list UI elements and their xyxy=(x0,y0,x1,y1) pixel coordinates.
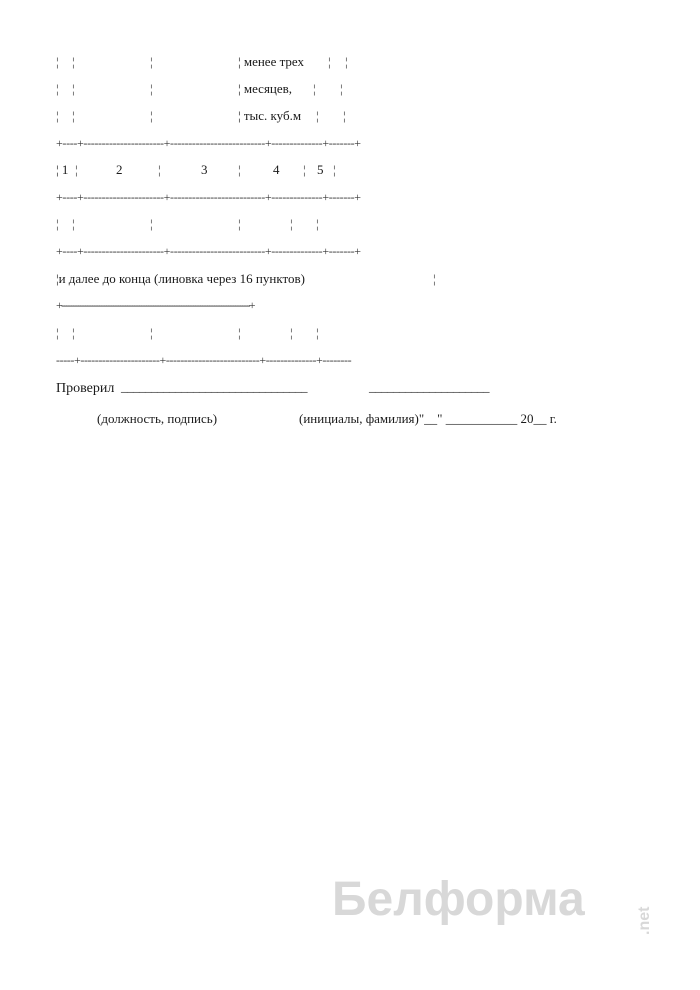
watermark-logo: Белформа xyxy=(332,873,585,926)
col-border: ¦ xyxy=(433,271,436,286)
table-rule: +----+----------------------+--------------------------+--------------+-------+ xyxy=(56,136,361,150)
col-border: ¦ xyxy=(72,108,75,123)
watermark-suffix: .net xyxy=(636,906,653,935)
col-border: ¦ xyxy=(56,81,59,96)
name-line: ____________________ xyxy=(369,379,489,394)
col-border: ¦ xyxy=(333,162,336,177)
col-border: ¦ xyxy=(313,81,316,96)
col-border: ¦ xyxy=(150,81,153,96)
col-border: ¦ xyxy=(56,108,59,123)
col-border: ¦ xyxy=(328,54,331,69)
col-border: ¦ xyxy=(158,162,161,177)
col-border: ¦ xyxy=(345,54,348,69)
col-border: ¦ xyxy=(316,325,319,340)
column-number-2: 2 xyxy=(116,162,123,177)
position-signature-caption: (должность, подпись) xyxy=(97,411,218,426)
col-border: ¦ xyxy=(290,325,293,340)
header-text-line3: ¦ тыс. куб.м xyxy=(238,108,302,123)
col-border: ¦ xyxy=(150,108,153,123)
col-border: ¦ xyxy=(72,325,75,340)
col-border: ¦ xyxy=(150,216,153,231)
col-border: ¦ xyxy=(238,325,241,340)
column-number-1: ¦ 1 xyxy=(56,162,69,177)
name-date-caption: (инициалы, фамилия)"__" ___________ 20__ г. xyxy=(299,411,557,426)
col-border: ¦ xyxy=(290,216,293,231)
table-rule: +--------------------------------------------------------------------------------+ xyxy=(56,298,254,312)
column-number-3: 3 xyxy=(201,162,208,177)
table-rule: +----+----------------------+--------------------------+--------------+-------+ xyxy=(56,190,361,204)
col-border: ¦ xyxy=(56,216,59,231)
column-number-5: 5 xyxy=(317,162,324,177)
checked-by-label: Проверил xyxy=(56,381,115,396)
col-border: ¦ xyxy=(150,54,153,69)
col-border: ¦ xyxy=(72,81,75,96)
col-border: ¦ xyxy=(238,216,241,231)
col-border: ¦ xyxy=(72,216,75,231)
col-border: ¦ xyxy=(316,216,319,231)
col-border: ¦ xyxy=(316,108,319,123)
col-border: ¦ xyxy=(340,81,343,96)
header-text-line2: ¦ месяцев, xyxy=(238,81,293,96)
header-text-line1: ¦ менее трех xyxy=(238,54,305,69)
signature-line: _______________________________ xyxy=(121,379,307,394)
col-border: ¦ xyxy=(303,162,306,177)
table-rule: -----+----------------------+--------------------------+--------------+-------- xyxy=(56,353,352,367)
table-rule: +----+----------------------+--------------------------+--------------+-------+ xyxy=(56,244,361,258)
column-number-4: 4 xyxy=(273,162,280,177)
col-border: ¦ xyxy=(75,162,78,177)
continuation-note: ¦и далее до конца (линовка через 16 пунктов) xyxy=(56,271,305,286)
col-border: ¦ xyxy=(150,325,153,340)
col-border: ¦ xyxy=(56,54,59,69)
col-border: ¦ xyxy=(56,325,59,340)
col-border: ¦ xyxy=(343,108,346,123)
col-border: ¦ xyxy=(72,54,75,69)
col-border: ¦ xyxy=(238,162,241,177)
